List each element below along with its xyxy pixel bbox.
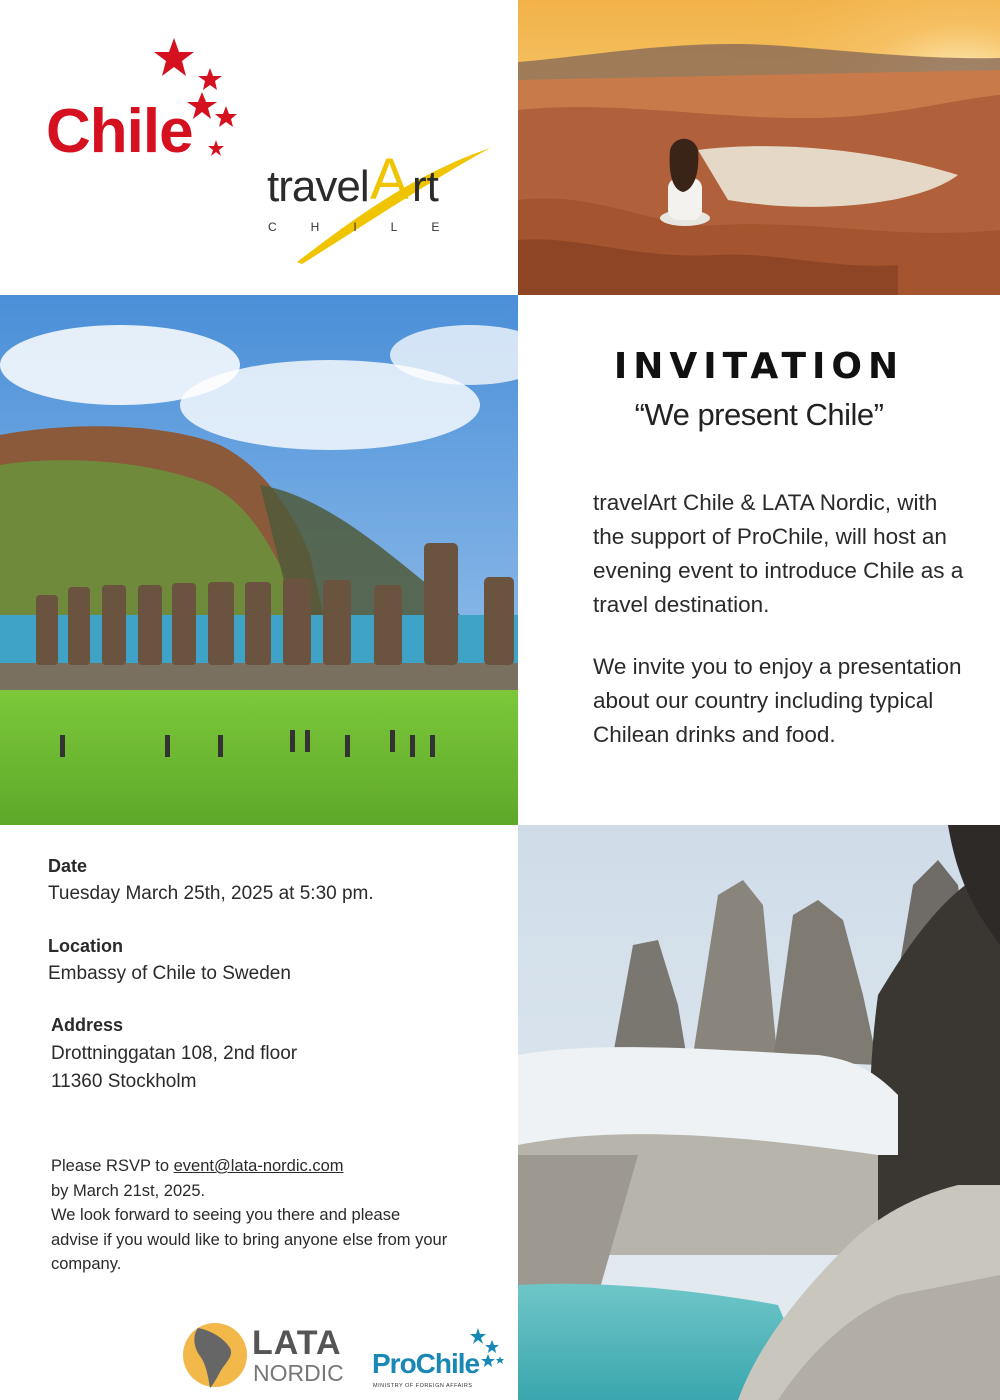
rsvp-prefix: Please RSVP to (51, 1157, 174, 1175)
travelart-logo-subtitle: CHILE (268, 220, 474, 234)
prochile-logo-text: ProChile (372, 1348, 480, 1379)
travelart-logo-rt: rt (412, 162, 439, 211)
rsvp-deadline: by March 21st, 2025. (51, 1181, 206, 1200)
location-label: Location (48, 936, 123, 956)
address-label: Address (51, 1015, 124, 1035)
moai-photo (0, 295, 518, 825)
desert-photo (518, 0, 1000, 295)
address-line1: Drottninggatan 108, 2nd floor (51, 1043, 298, 1064)
address-line2: 11360 Stockholm (51, 1071, 197, 1092)
chile-logo (40, 36, 250, 176)
rsvp-note: We look forward to seeing you there and please advise if you would like to bring anyone else from your company. (51, 1206, 448, 1273)
chile-logo-text: Chile (46, 97, 193, 166)
lata-logo-bottom: NORDIC (253, 1360, 344, 1386)
travelart-logo (262, 140, 502, 270)
invitation-title: INVITATION (613, 346, 905, 387)
lata-nordic-logo (180, 1320, 350, 1390)
rsvp-block (51, 1154, 451, 1277)
travelart-logo-a: A (370, 147, 409, 212)
intro-paragraph: travelArt Chile & LATA Nordic, with the support of ProChile, will host an evening event to introduce Chile as a travel destination. (593, 490, 964, 617)
location-value: Embassy of Chile to Sweden (48, 963, 291, 984)
date-label: Date (48, 856, 88, 876)
prochile-logo-subtitle: MINISTRY OF FOREIGN AFFAIRS (373, 1383, 473, 1389)
mountains-photo (518, 825, 1000, 1400)
date-value: Tuesday March 25th, 2025 at 5:30 pm. (48, 883, 374, 904)
lata-logo-top: LATA (252, 1324, 342, 1362)
enjoy-paragraph: We invite you to enjoy a presentation about our country including typical Chilean drinks and food. (593, 654, 962, 747)
south-america-map-icon (180, 1320, 250, 1390)
travelart-logo-travel: travel (267, 162, 369, 211)
rsvp-email-link[interactable]: event@lata-nordic.com (173, 1157, 344, 1175)
invitation-subtitle: “We present Chile” (634, 397, 884, 432)
prochile-logo (370, 1326, 510, 1394)
